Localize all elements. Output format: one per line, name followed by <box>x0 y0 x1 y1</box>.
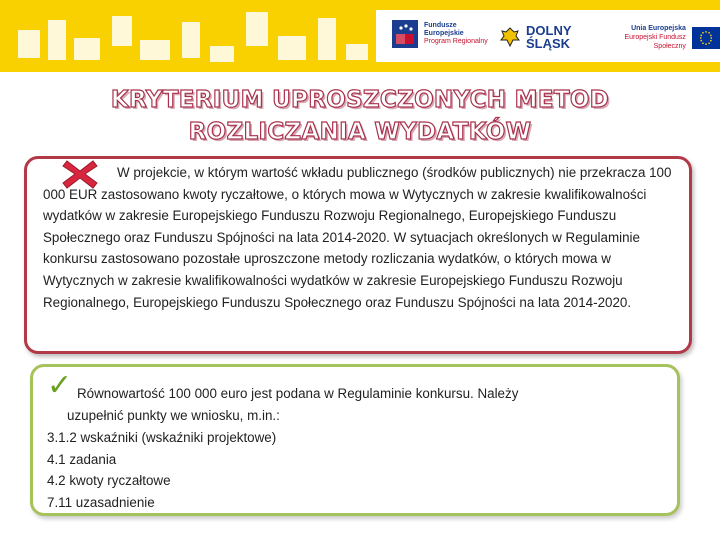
requirements-lead: Równowartość 100 000 euro jest podana w Regulaminie konkursu. Należy <box>77 386 519 401</box>
fe-sub: Program Regionalny <box>424 38 488 45</box>
ds-logo-text <box>526 24 572 50</box>
unia-europejska-logo <box>602 24 720 51</box>
checkmark-icon: ✓ <box>47 368 73 403</box>
decorative-block <box>318 18 336 60</box>
decorative-block <box>74 38 100 60</box>
decorative-block <box>18 30 40 58</box>
ue-logo-text <box>602 24 686 51</box>
ue-line1: Unia Europejska <box>631 25 686 32</box>
decorative-block <box>112 16 132 46</box>
decorative-block <box>182 22 200 58</box>
title-line-2: ROZLICZANIA WYDATKÓW <box>188 119 532 145</box>
logo-strip <box>376 10 720 62</box>
header-band <box>0 0 720 72</box>
dolny-slask-logo <box>500 24 572 50</box>
ds-line2: ŚLĄSK <box>526 36 571 51</box>
ue-sub: Europejski Fundusz Społeczny <box>624 34 686 50</box>
criterion-box <box>24 156 692 354</box>
eagle-crest-icon <box>500 26 520 48</box>
list-item: 4.1 zadania <box>47 451 117 467</box>
criterion-text: W projekcie, w którym wartość wkładu publicznego (środków publicznych) nie przekracza 100 000 EUR zastosowano kwoty ryczałtowe, o których mowa w Wytycznych w zakresie kwalifikowalności wydatków w zakresie Europejskiego Funduszu Rozwoju Regionalnego, Europejskiego Funduszu Społecznego oraz Funduszu Spójności na lata 2014-2020. W sytuacjach określonych w Regulaminie konkursu zastosowano pozostałe uproszczone metody rozliczania wydatków, o których mowa w Wytycznych w zakresie kwalifikowalności wydatków w zakresie Europejskiego Funduszu Rozwoju Regionalnego, Europejskiego Funduszu Społecznego oraz Funduszu Spójności na lata 2014-2020. <box>43 165 672 310</box>
fundusze-europejskie-icon <box>392 20 418 48</box>
ds-line1: DOLNY <box>526 23 572 38</box>
decorative-block <box>346 44 368 60</box>
list-item: 7.11 uzasadnienie <box>47 494 155 510</box>
list-item: 4.2 kwoty ryczałtowe <box>47 473 171 489</box>
decorative-block <box>278 36 306 60</box>
decorative-block <box>210 46 234 62</box>
decorative-block <box>48 20 66 60</box>
fundusze-europejskie-logo <box>392 20 488 48</box>
page-title <box>0 84 720 148</box>
fe-line2: Europejskie <box>424 30 464 37</box>
title-line-1: KRYTERIUM UPROSZCZONYCH METOD <box>110 87 610 113</box>
criterion-paragraph <box>43 162 683 313</box>
fe-line1: Fundusze <box>424 22 457 29</box>
eu-flag-icon <box>692 27 720 49</box>
decorative-block <box>140 40 170 60</box>
requirements-list <box>47 427 276 513</box>
decorative-block <box>246 12 268 46</box>
requirements-lead-continued: uzupełnić punkty we wniosku, m.in.: <box>67 408 280 423</box>
list-item: 3.1.2 wskaźniki (wskaźniki projektowe) <box>47 430 277 445</box>
fe-logo-text <box>424 22 488 46</box>
requirements-box <box>30 364 680 516</box>
